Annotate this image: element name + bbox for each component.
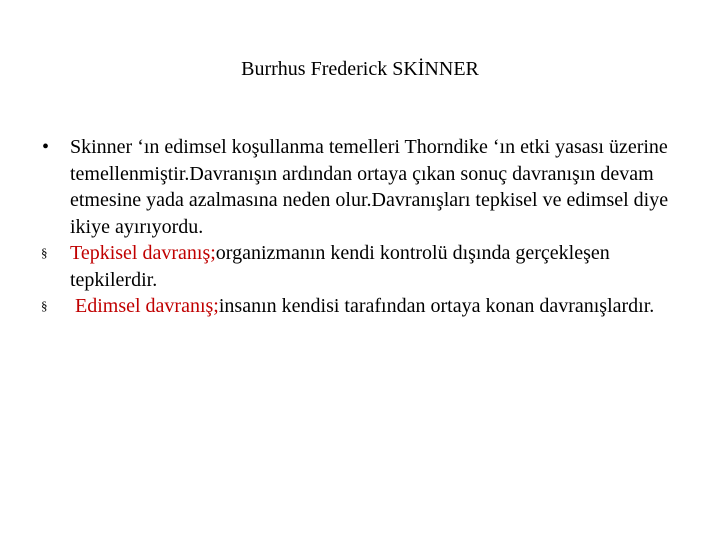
list-item-text: Skinner ‘ın edimsel koşullanma temelleri Thorndike ‘ın etki yasası üzerine temellenmiştir.Davranışın ardından ortaya çıkan sonuç davranışın devam etmesine yada azalmasına neden olur.Davranışları tepkisel ve edimsel diye ikiye ayırıyordu. — [70, 136, 669, 238]
slide-title-text: Burrhus Frederick SKİNNER — [241, 58, 479, 80]
slide-title — [0, 56, 720, 82]
bullet-list — [40, 134, 690, 320]
list-item — [40, 240, 690, 293]
list-item — [40, 134, 690, 240]
section-marker-icon: § — [41, 298, 48, 313]
bullet-icon: • — [42, 136, 50, 158]
list-item-term: Tepkisel davranış; — [70, 242, 216, 264]
list-item-text: organizmanın kendi kontrolü dışında gerçekleşen tepkilerdir. — [70, 242, 610, 291]
list-item — [40, 293, 690, 320]
list-item-text: insanın kendisi tarafından ortaya konan davranışlardır. — [218, 295, 655, 317]
section-marker-icon: § — [41, 245, 48, 260]
list-item-term: Edimsel davranış; — [70, 295, 219, 317]
